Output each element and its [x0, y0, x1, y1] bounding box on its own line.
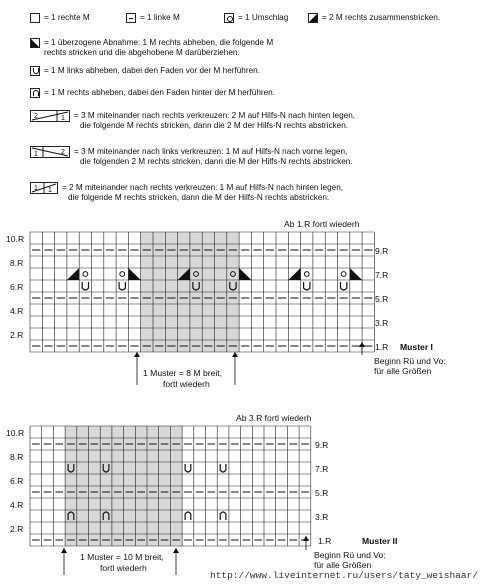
legend-cable-3-right-2: die folgende M rechts stricken, dann die 2 M der Hilfs-N rechts abstricken. — [80, 121, 349, 130]
legend-cable-3-left-1: = 3 M miteinander nach links verkreuzen: 1 M auf Hilfs-N nach vorne legen, — [74, 147, 348, 156]
chart2-row-left-6: 6.R — [10, 476, 24, 486]
legend-slip-wyib: = 1 M rechts abheben, dabei den Faden hinter der M herführen. — [44, 88, 275, 97]
legend-cable-2-right-1: = 2 M miteinander nach rechts verkreuzen: 1 M auf Hilfs-N nach hinten legen, — [62, 183, 344, 192]
chart2-row-right-5: 5.R — [315, 488, 329, 498]
chart2-top-label: Ab 3.R fortl wiederh — [236, 413, 312, 423]
chart2-row-left-8: 8.R — [10, 452, 24, 462]
legend-ssk-1: = 1 überzogene Abnahme: 1 M rechts abheben, die folgende M — [44, 38, 274, 47]
chart1-begin-line1: Beginn Rü und Vo: — [374, 356, 446, 366]
svg-text:1: 1 — [34, 151, 38, 158]
chart1-slip-wyif-mark — [119, 282, 125, 290]
chart2-row-right-9: 9.R — [315, 440, 329, 450]
chart1-ssk-mark — [350, 268, 362, 280]
chart1-yarn-over-mark — [83, 272, 88, 277]
svg-text:2: 2 — [61, 149, 65, 156]
legend-ssk-2: rechts stricken und die abgehobene M darüberziehen. — [44, 48, 240, 57]
chart2-row-left-4: 4.R — [10, 500, 24, 510]
legend-yarn-over: = 1 Umschlag — [238, 13, 289, 22]
svg-text:1: 1 — [48, 187, 52, 194]
legend-cable-2-right-2: die folgende M rechts stricken, dann die M der Hilfs-N rechts abstricken. — [68, 193, 330, 202]
chart2-row-right-1: 1.R — [318, 536, 332, 546]
chart1-row-right-1: 1.R — [375, 342, 389, 352]
chart1-row-right-7: 7.R — [375, 270, 389, 280]
chart1-row-left-4: 4.R — [10, 306, 24, 316]
svg-text:1: 1 — [61, 115, 65, 122]
chart2-slip-wyif-mark — [185, 464, 191, 472]
chart1-row-left-10: 10.R — [6, 234, 25, 244]
chart1-repeat-line2: fortl wiederh — [163, 379, 210, 389]
chart1-ssk-mark — [239, 268, 251, 280]
chart1-row-left-6: 6.R — [10, 282, 24, 292]
chart1-row-right-9: 9.R — [375, 246, 389, 256]
chart2-row-left-10: 10.R — [6, 428, 25, 438]
chart1-ssk-mark — [128, 268, 140, 280]
chart1-slip-wyif-mark — [341, 282, 347, 290]
chart2-repeat-arrowhead — [173, 548, 179, 553]
svg-text:1: 1 — [34, 185, 38, 192]
watermark: http://www.liveinternet.ru/users/taty_weishaar/ — [210, 570, 478, 581]
chart1-top-label: Ab 1.R fortl wiederh — [284, 219, 360, 229]
chart1-row-right-3: 3.R — [375, 318, 389, 328]
chart1-k2tog-mark — [288, 268, 300, 280]
legend-k2tog: = 2 M rechts zusammenstricken. — [322, 13, 441, 22]
chart2-row-left-2: 2.R — [10, 524, 24, 534]
legend-purl: = 1 linke M — [140, 13, 180, 22]
chart1-row-left-8: 8.R — [10, 258, 24, 268]
chart1-title: Muster I — [400, 342, 433, 352]
chart1-repeat-arrowhead — [232, 352, 238, 357]
legend-knit: = 1 rechte M — [44, 13, 90, 22]
chart2-slip-wyib-mark — [220, 512, 226, 520]
chart2-row-right-3: 3.R — [315, 512, 329, 522]
chart2-repeat-line1: 1 Muster = 10 M breit, — [80, 552, 164, 562]
chart2-slip-wyib-mark — [185, 512, 191, 520]
chart2-begin-line1: Beginn Rü und Vo: — [314, 550, 386, 560]
chart1-slip-wyif-mark — [304, 282, 310, 290]
chart2-title: Muster II — [362, 536, 398, 546]
chart2-repeat-arrowhead — [61, 548, 67, 553]
chart1-begin-line2: für alle Größen — [374, 366, 432, 376]
chart2-begin-line2: für alle Größen — [314, 560, 372, 570]
chart1-repeat-line1: 1 Muster = 8 M breit, — [143, 368, 223, 378]
chart2-slip-wyif-mark — [220, 464, 226, 472]
legend-cable-3-right-1: = 3 M miteinander nach rechts verkreuzen: 2 M auf Hilfs-N nach hinten legen, — [74, 111, 356, 120]
chart1-row-left-2: 2.R — [10, 330, 24, 340]
chart1-k2tog-mark — [67, 268, 79, 280]
chart1-yarn-over-mark — [341, 272, 346, 277]
chart1-yarn-over-mark — [120, 272, 125, 277]
chart1-repeat-arrowhead — [134, 352, 140, 357]
chart2-row-right-7: 7.R — [315, 464, 329, 474]
chart1-row-right-5: 5.R — [375, 294, 389, 304]
chart1-slip-wyif-mark — [82, 282, 88, 290]
legend-slip-wyif: = 1 M links abheben, dabei den Faden vor der M herführen. — [44, 66, 260, 75]
svg-text:2: 2 — [34, 113, 38, 120]
chart2-repeat-arrowhead — [303, 536, 309, 541]
chart1-repeat-arrowhead — [359, 342, 365, 347]
chart1-yarn-over-mark — [304, 272, 309, 277]
chart2-repeat-line2: fortl wiederh — [100, 563, 147, 573]
legend-cable-3-left-2: die folgenden 2 M rechts stricken, dann die M der Hilfs-N rechts abstricken. — [80, 157, 353, 166]
